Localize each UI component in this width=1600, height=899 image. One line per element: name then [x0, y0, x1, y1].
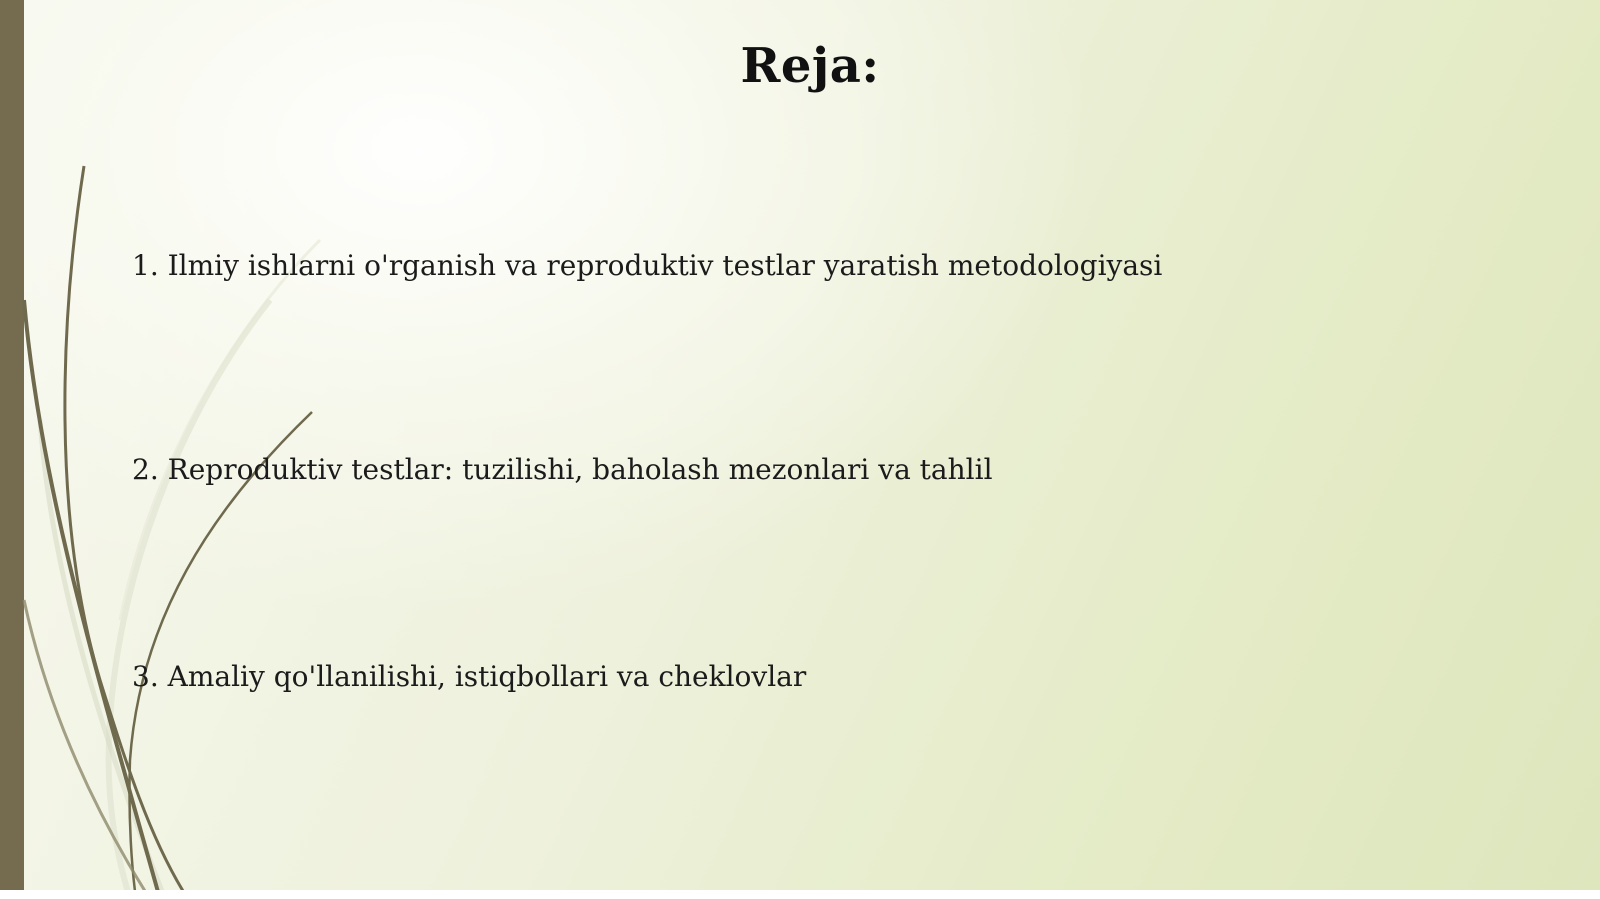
- plan-item-3: 3. Amaliy qo'llanilishi, istiqbollari va cheklovlar: [132, 660, 807, 693]
- grass-decoration-icon: [0, 0, 360, 899]
- bottom-strip: [0, 890, 1600, 899]
- plan-item-2: 2. Reproduktiv testlar: tuzilishi, baholash mezonlari va tahlil: [132, 453, 993, 486]
- slide-title: Reja:: [740, 38, 880, 94]
- plan-item-1: 1. Ilmiy ishlarni o'rganish va reproduktiv testlar yaratish metodologiyasi: [132, 249, 1163, 282]
